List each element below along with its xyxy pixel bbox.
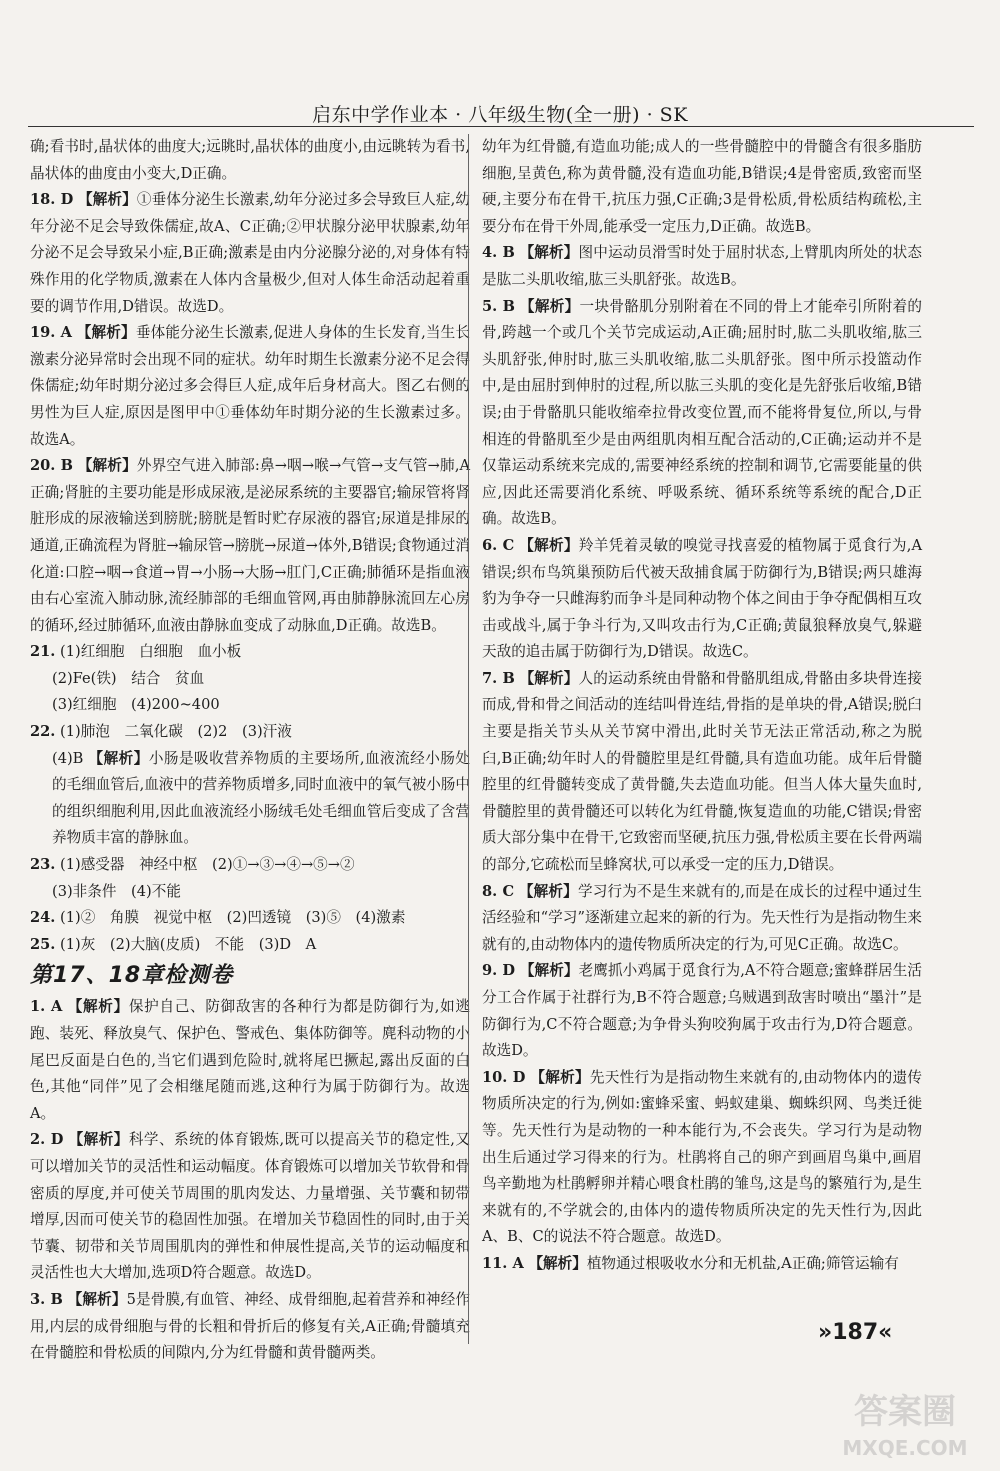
question-number: 1. A xyxy=(30,998,63,1016)
question-number: 5. B xyxy=(482,297,515,315)
answer-item xyxy=(482,134,922,240)
question-number: 3. B xyxy=(30,1290,63,1308)
question-number: 4. B xyxy=(482,244,515,262)
answer-item xyxy=(30,639,470,666)
answer-text: 一块骨骼肌分别附着在不同的骨上才能牵引所附着的骨,跨越一个或几个关节完成运动,A正确;屈肘时,肱二头肌收缩,肱三头肌舒张,伸肘时,肱三头肌收缩,肱二头肌舒张。图中所示投篮动作中,是由屈肘到伸肘的过程,所以肱三头肌的变化是先舒张后收缩,B错误;由于骨骼肌只能收缩牵拉骨改变位置,而不能将骨复位,所以,与骨相连的骨骼肌至少是由两组肌肉相互配合活动的,C正确;运动并不是仅靠运动系统来完成的,需要神经系统的控制和调节,它需要能量的供应,因此还需要消化系统、呼吸系统、循环系统等系统的配合,D正确。故选B。 xyxy=(482,297,922,528)
analysis-tag: 【解析】 xyxy=(530,1068,590,1086)
question-number: 7. B xyxy=(482,669,515,687)
answer-item xyxy=(30,852,470,879)
answer-text: (1)肺泡 二氧化碳 (2)2 (3)汗液 xyxy=(60,723,292,741)
answer-item xyxy=(30,932,470,959)
answer-text: 老鹰抓小鸡属于觅食行为,A不符合题意;蜜蜂群居生活分工合作属于社群行为,B不符合题意;乌贼遇到敌害时喷出“墨汁”是防御行为,C不符合题意;为争骨头狗咬狗属于攻击行为,D符合题意。故选D。 xyxy=(482,962,922,1060)
answer-item xyxy=(30,879,470,906)
answer-text: 保护自己、防御敌害的各种行为都是防御行为,如逃跑、装死、释放臭气、保护色、警戒色、集体防御等。麂科动物的小尾巴反面是白色的,当它们遇到危险时,就将尾巴撅起,露出反面的白色,其他“同伴”见了会相继尾随而逃,这种行为属于防御行为。故选A。 xyxy=(30,998,470,1122)
question-number: 24. xyxy=(30,909,56,927)
analysis-tag: 【解析】 xyxy=(519,962,579,980)
question-number: 21. xyxy=(30,643,56,661)
question-number: 8. C xyxy=(482,882,515,900)
left-column xyxy=(30,134,470,1367)
analysis-tag: 【解析】 xyxy=(78,191,137,209)
analysis-tag: 【解析】 xyxy=(76,324,136,342)
answer-item xyxy=(482,533,922,666)
analysis-tag: 【解析】 xyxy=(68,1131,129,1149)
question-number: 9. D xyxy=(482,962,516,980)
answer-item xyxy=(30,187,470,320)
answer-text: ①垂体分泌生长激素,幼年分泌过多会导致巨人症,幼年分泌不足会导致侏儒症,故A、C正确;②甲状腺分泌甲状腺素,幼年分泌不足会导致呆小症,B正确;激素是由内分泌腺分泌的,对身体有特殊作用的化学物质,激素在人体内含量极少,但对人体生命活动起着重要的调节作用,D错误。故选D。 xyxy=(30,191,470,315)
answer-text: 确;看书时,晶状体的曲度大;远眺时,晶状体的曲度小,由远眺转为看书,晶状体的曲度由小变大,D正确。 xyxy=(30,138,470,182)
answer-text: 先天性行为是指动物生来就有的,由动物体内的遗传物质所决定的行为,例如:蜜蜂采蜜、蚂蚁建巢、蜘蛛织网、鸟类迁徙等。先天性行为是动物的一种本能行为,不会丧失。学习行为是动物出生后通过学习得来的行为。杜鹃将自己的卵产到画眉鸟巢中,画眉鸟辛勤地为杜鹃孵卵并精心喂食杜鹃的雏鸟,这是鸟的繁殖行为,是生来就有的,不学就会的,由体内的遗传物质所决定的先天性行为,因此A、B、C的说法不符合题意。故选D。 xyxy=(482,1068,922,1246)
analysis-tag: 【解析】 xyxy=(519,244,579,262)
answer-text: 植物通过根吸收水分和无机盐,A正确;筛管运输有 xyxy=(586,1254,899,1272)
question-number: 11. A xyxy=(482,1254,524,1272)
answer-item xyxy=(30,134,470,187)
answer-item xyxy=(30,666,470,693)
answer-item xyxy=(30,692,470,719)
answer-item xyxy=(30,453,470,639)
analysis-tag: 【解析】 xyxy=(519,536,579,554)
answer-text: 垂体能分泌生长激素,促进人身体的生长发育,当生长激素分泌异常时会出现不同的症状。幼年时期生长激素分泌不足会得侏儒症;幼年时期分泌过多会得巨人症,成年后身材高大。图乙右侧的男性为巨人症,原因是图甲中①垂体幼年时期分泌的生长激素过多。故选A。 xyxy=(30,324,470,448)
question-number: 25. xyxy=(30,935,56,953)
answer-item xyxy=(482,958,922,1064)
analysis-tag: 【解析】 xyxy=(88,749,149,767)
answer-item xyxy=(482,879,922,959)
answer-item xyxy=(30,1287,470,1367)
watermark-line2: MXQE.COM xyxy=(842,1436,968,1460)
answer-item xyxy=(482,666,922,879)
analysis-tag: 【解析】 xyxy=(77,457,137,475)
question-number: 23. xyxy=(30,856,56,874)
answer-text: 外界空气进入肺部:鼻→咽→喉→气管→支气管→肺,A正确;肾脏的主要功能是形成尿液,是泌尿系统的主要器官;输尿管将肾脏形成的尿液输送到膀胱;膀胱是暂时贮存尿液的器官;尿道是排尿的通道,正确流程为肾脏→输尿管→膀胱→尿道→体外,B错误;食物通过消化道:口腔→咽→食道→胃→小肠→大肠→肛门,C正确;肺循环是指血液由右心室流入肺动脉,流经肺部的毛细血管网,再由肺静脉流回左心房的循环,经过肺循环,血液由静脉血变成了动脉血,D正确。故选B。 xyxy=(30,457,470,634)
answer-item xyxy=(482,294,922,533)
right-column xyxy=(482,134,922,1278)
answer-text: 人的运动系统由骨骼和骨骼肌组成,骨骼由多块骨连接而成,骨和骨之间活动的连结叫骨连结,骨指的是单块的骨,A错误;脱臼主要是指关节头从关节窝中滑出,此时关节无法正常活动,称之为脱臼,B正确;幼年时人的骨髓腔里是红骨髓,具有造血功能。成年后骨髓腔里的红骨髓转变成了黄骨髓,失去造血功能。但当人体大量失血时,骨髓腔里的黄骨髓还可以转化为红骨髓,恢复造血的功能,C错误;骨密质大部分集中在骨干,它致密而坚硬,抗压力强,骨松质主要在长骨两端的部分,它疏松而呈蜂窝状,可以承受一定的压力,D错误。 xyxy=(482,669,922,874)
answer-text: 科学、系统的体育锻炼,既可以提高关节的稳定性,又可以增加关节的灵活性和运动幅度。体育锻炼可以增加关节软骨和骨密质的厚度,并可使关节周围的肌肉发达、力量增强、关节囊和韧带增厚,因而可使关节的稳固性加强。在增加关节稳固性的同时,由于关节囊、韧带和关节周围肌肉的弹性和伸展性提高,关节的运动幅度和灵活性也大大增加,选项D符合题意。故选D。 xyxy=(30,1131,470,1282)
answer-item xyxy=(30,1127,470,1287)
answer-item xyxy=(30,320,470,453)
answer-lead: (4)B xyxy=(52,749,89,767)
answer-text: (1)红细胞 白细胞 血小板 xyxy=(60,643,242,661)
analysis-tag: 【解析】 xyxy=(67,1290,127,1308)
answer-text: (3)红细胞 (4)200~400 xyxy=(52,696,220,714)
page-number: »187« xyxy=(818,1320,893,1345)
answer-item xyxy=(30,905,470,932)
answer-text: (3)非条件 (4)不能 xyxy=(52,882,181,900)
answer-text: (1)感受器 神经中枢 (2)①→③→④→⑤→② xyxy=(60,856,355,874)
answer-text: (1)灰 (2)大脑(皮质) 不能 (3)D A xyxy=(60,935,317,953)
answer-item xyxy=(482,1251,922,1278)
question-number: 19. A xyxy=(30,324,72,342)
answer-text: (1)② 角膜 视觉中枢 (2)凹透镜 (3)⑤ (4)激素 xyxy=(60,909,406,927)
answer-text: 5是骨膜,有血管、神经、成骨细胞,起着营养和神经作用,内层的成骨细胞与骨的长粗和骨折后的修复有关,A正确;骨髓填充在骨髓腔和骨松质的间隙内,分为红骨髓和黄骨髓两类。 xyxy=(30,1290,470,1362)
answer-item xyxy=(482,240,922,293)
analysis-tag: 【解析】 xyxy=(518,882,578,900)
question-number: 18. D xyxy=(30,191,74,209)
answer-text: 羚羊凭着灵敏的嗅觉寻找喜爱的植物属于觅食行为,A错误;织布鸟筑巢预防后代被天敌捕食属于防御行为,B错误;两只雄海豹为争夺一只雌海豹而争斗是同种动物个体之间由于争夺配偶相互攻击或战斗,属于争斗行为,又叫攻击行为,C正确;黄鼠狼释放臭气,躲避天敌的追击属于防御行为,D错误。故选C。 xyxy=(482,536,922,661)
question-number: 22. xyxy=(30,723,56,741)
watermark-logo xyxy=(820,1385,990,1465)
section-heading: 第17、18章检测卷 xyxy=(30,963,234,989)
answer-text: (2)Fe(铁) 结合 贫血 xyxy=(52,669,205,687)
answer-text: 幼年为红骨髓,有造血功能;成人的一些骨髓腔中的骨髓含有很多脂肪细胞,呈黄色,称为黄骨髓,没有造血功能,B错误;4是骨密质,致密而坚硬,主要分布在骨干,抗压力强,C正确;3是骨松质,骨松质结构疏松,主要分布在骨干外周,能承受一定压力,D正确。故选B。 xyxy=(482,138,922,235)
answer-item xyxy=(30,719,470,746)
answer-text: 小肠是吸收营养物质的主要场所,血液流经小肠处的毛细血管后,血液中的营养物质增多,同时血液中的氧气被小肠中的组织细胞利用,因此血液流经小肠绒毛处毛细血管后变成了含营养物质丰富的静脉血。 xyxy=(52,749,470,847)
question-number: 10. D xyxy=(482,1068,526,1086)
answer-text: 学习行为不是生来就有的,而是在成长的过程中通过生活经验和“学习”逐渐建立起来的新的行为。先天性行为是指动物生来就有的,由动物体内的遗传物质所决定的行为,可见C正确。故选C。 xyxy=(482,882,922,953)
question-number: 6. C xyxy=(482,536,515,554)
answer-item xyxy=(30,994,470,1127)
watermark-line1: 答案圈 xyxy=(854,1392,956,1432)
analysis-tag: 【解析】 xyxy=(519,297,580,315)
analysis-tag: 【解析】 xyxy=(528,1254,587,1272)
analysis-tag: 【解析】 xyxy=(67,998,129,1016)
question-number: 2. D xyxy=(30,1131,64,1149)
answer-item xyxy=(482,1065,922,1251)
analysis-tag: 【解析】 xyxy=(519,669,579,687)
header-rule xyxy=(28,126,974,127)
question-number: 20. B xyxy=(30,457,73,475)
answer-text: 图中运动员滑雪时处于屈肘状态,上臂肌肉所处的状态是肱二头肌收缩,肱三头肌舒张。故选B。 xyxy=(482,244,922,288)
answer-item xyxy=(30,746,470,852)
column-divider xyxy=(468,134,469,1344)
running-header: 启东中学作业本 · 八年级生物(全一册) · SK xyxy=(312,104,688,126)
